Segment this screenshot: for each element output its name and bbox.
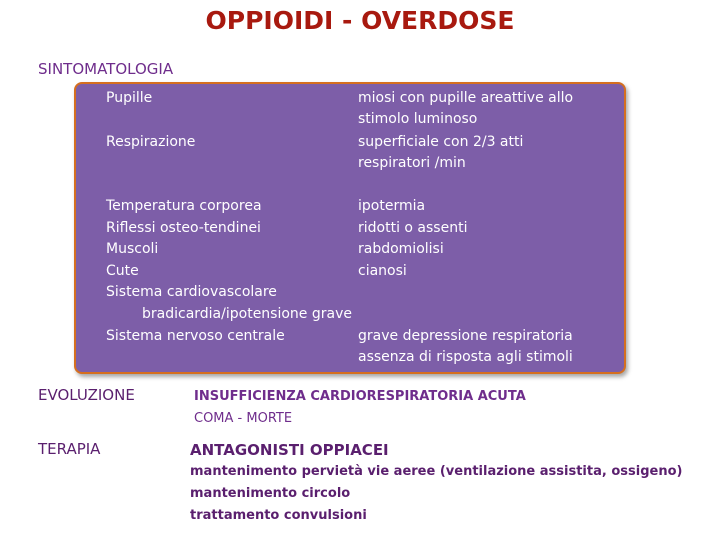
- pupille-value-line-2: stimolo luminoso: [358, 111, 478, 127]
- terapia-item: trattamento convulsioni: [190, 508, 367, 523]
- terapia-item: mantenimento pervietà vie aeree (ventilazione assistita, ossigeno): [190, 464, 683, 479]
- cute-value: cianosi: [358, 263, 407, 279]
- riflessi-label: Riflessi osteo-tendinei: [106, 220, 261, 236]
- cardiovascolare-label: Sistema cardiovascolare: [106, 284, 277, 300]
- temperatura-label: Temperatura corporea: [106, 198, 262, 214]
- pupille-value-line-1: miosi con pupille areattive allo: [358, 90, 574, 106]
- respirazione-value-line-1: superficiale con 2/3 atti: [358, 134, 524, 150]
- symptoms-panel: [74, 82, 626, 374]
- evoluzione-label: EVOLUZIONE: [38, 386, 135, 404]
- evoluzione-sub: COMA - MORTE: [194, 411, 293, 426]
- cardiovascolare-value: bradicardia/ipotensione grave: [142, 306, 352, 322]
- evoluzione-main: INSUFFICIENZA CARDIORESPIRATORIA ACUTA: [194, 389, 526, 404]
- snc-value-line-1: grave depressione respiratoria: [358, 328, 573, 344]
- page-title: OPPIOIDI - OVERDOSE: [205, 6, 515, 35]
- respirazione-label: Respirazione: [106, 134, 196, 150]
- snc-label: Sistema nervoso centrale: [106, 328, 285, 344]
- terapia-item: mantenimento circolo: [190, 486, 351, 501]
- snc-value-line-2: assenza di risposta agli stimoli: [358, 349, 573, 365]
- terapia-label: TERAPIA: [38, 440, 101, 458]
- cute-label: Cute: [106, 263, 139, 279]
- riflessi-value: ridotti o assenti: [358, 220, 468, 236]
- temperatura-value: ipotermia: [358, 198, 426, 214]
- muscoli-label: Muscoli: [106, 241, 159, 257]
- pupille-label: Pupille: [106, 90, 153, 106]
- respirazione-value-line-2: respiratori /min: [358, 155, 466, 171]
- terapia-main: ANTAGONISTI OPPIACEI: [190, 441, 389, 459]
- sintomatologia-heading: SINTOMATOLOGIA: [38, 60, 174, 78]
- muscoli-value: rabdomiolisi: [358, 241, 444, 257]
